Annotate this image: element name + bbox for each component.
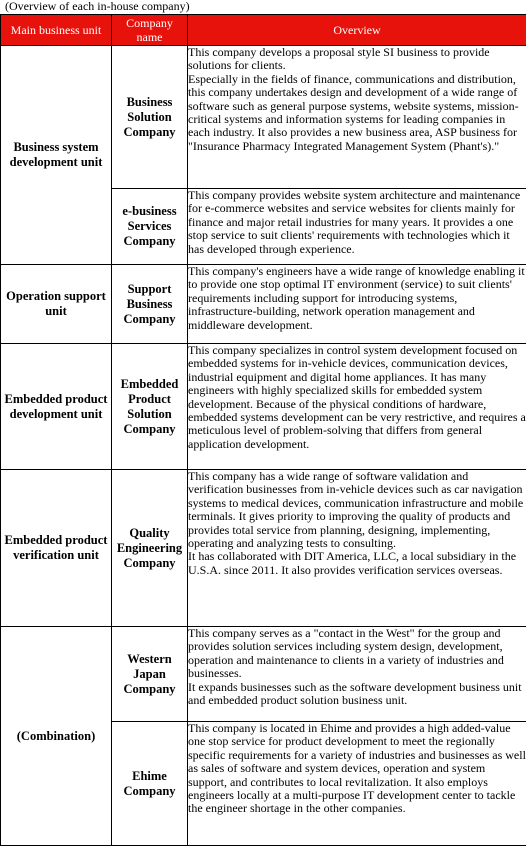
overview-paragraph: This company serves as a "contact in the West" for the group and provides solution services including system design, development, operation and maintenance to clients in a variety of industries and businesses.: [188, 626, 504, 681]
overview-paragraph: This company provides website system architecture and maintenance for e-commerce websites and service websites for clients mainly for finance and major retail industries for many years. It provides a one stop service to suit clients' requirements with technologies which it has developed through experience.: [188, 188, 521, 256]
unit-operation-support: Operation support unit: [1, 265, 112, 344]
table-row: [1, 46, 526, 189]
unit-embedded-product-verification: Embedded product verification unit: [1, 470, 112, 627]
overview-paragraph: Especially in the fields of finance, communications and distribution, this company undertakes design and development of a wide range of software such as general purpose systems, website systems, mission-critical systems and information systems for leading companies in each industry. It also provides a new business area, ASP business for "Insurance Pharmacy Integrated Management System (Phant's).": [188, 71, 519, 153]
company-e-business-services: e-business Services Company: [112, 189, 188, 265]
unit-business-system-development: Business system development unit: [1, 46, 112, 265]
overview-paragraph: This company specializes in control system development focused on embedded systems for in-vehicle devices, communication devices, industrial equipment and digital home appliances. It has many engineers with highly specialized skills for embedded system development. Because of the physical conditions of hardware, embedded systems development can be very restrictive, and requires a meticulous level of problem-solving that differs from general application development.: [188, 343, 526, 451]
table-row: [1, 470, 526, 627]
in-house-company-table: [0, 14, 526, 846]
overview-paragraph: This company has a wide range of software validation and verification businesses from in-vehicle devices such as car navigation systems to medical devices, communication infrastructure and mobile terminals. It gives priority to improving the quality of products and provides total service from planning, designing, implementing, operating and analyzing tests to consulting.: [188, 469, 524, 551]
table-row: [1, 344, 526, 470]
overview-paragraph: This company's engineers have a wide range of knowledge enabling it to provide one stop optimal IT environment (service) to suit clients' requirements including support for introducing systems, infrastructure-building, network operation management and middleware development.: [188, 264, 525, 332]
company-quality-engineering: Quality Engineering Company: [112, 470, 188, 627]
overview-e-business-services: [188, 189, 526, 265]
company-business-solution: Business Solution Company: [112, 46, 188, 189]
header-company-name: Company name: [112, 15, 188, 46]
overview-paragraph: It has collaborated with DIT America, LLC, a local subsidiary in the U.S.A. since 2011. It also provides verification services overseas.: [188, 549, 517, 577]
overview-paragraph: This company develops a proposal style SI business to provide solutions for clients.: [188, 45, 490, 73]
overview-paragraph: This company is located in Ehime and provides a high added-value one stop service for product development to meet the regionally specific requirements for a variety of industries and businesses as well as sales of software and system devices, operation and system support, and contributes to local revitalization. It also employs engineers locally at a multi-purpose IT development center to tackle the engineer shortage in the other companies.: [188, 721, 526, 816]
company-support-business: Support Business Company: [112, 265, 188, 344]
header-overview: Overview: [188, 15, 526, 46]
overview-western-japan: [188, 627, 526, 722]
table-caption: (Overview of each in-house company): [5, 0, 190, 13]
overview-business-solution: [188, 46, 526, 189]
overview-ehime: [188, 722, 526, 846]
table-row: [1, 265, 526, 344]
overview-embedded-product-solution: [188, 344, 526, 470]
company-ehime: Ehime Company: [112, 722, 188, 846]
overview-paragraph: It expands businesses such as the software development business unit and embedded product solution business unit.: [188, 679, 522, 708]
unit-embedded-product-development: Embedded product development unit: [1, 344, 112, 470]
table-row: [1, 627, 526, 722]
overview-quality-engineering: [188, 470, 526, 627]
company-embedded-product-solution: Embedded Product Solution Company: [112, 344, 188, 470]
overview-support-business: [188, 265, 526, 344]
unit-combination: (Combination): [1, 627, 112, 846]
header-main-business-unit: Main business unit: [1, 15, 112, 46]
company-western-japan: Western Japan Company: [112, 627, 188, 722]
header-row: [1, 15, 526, 46]
